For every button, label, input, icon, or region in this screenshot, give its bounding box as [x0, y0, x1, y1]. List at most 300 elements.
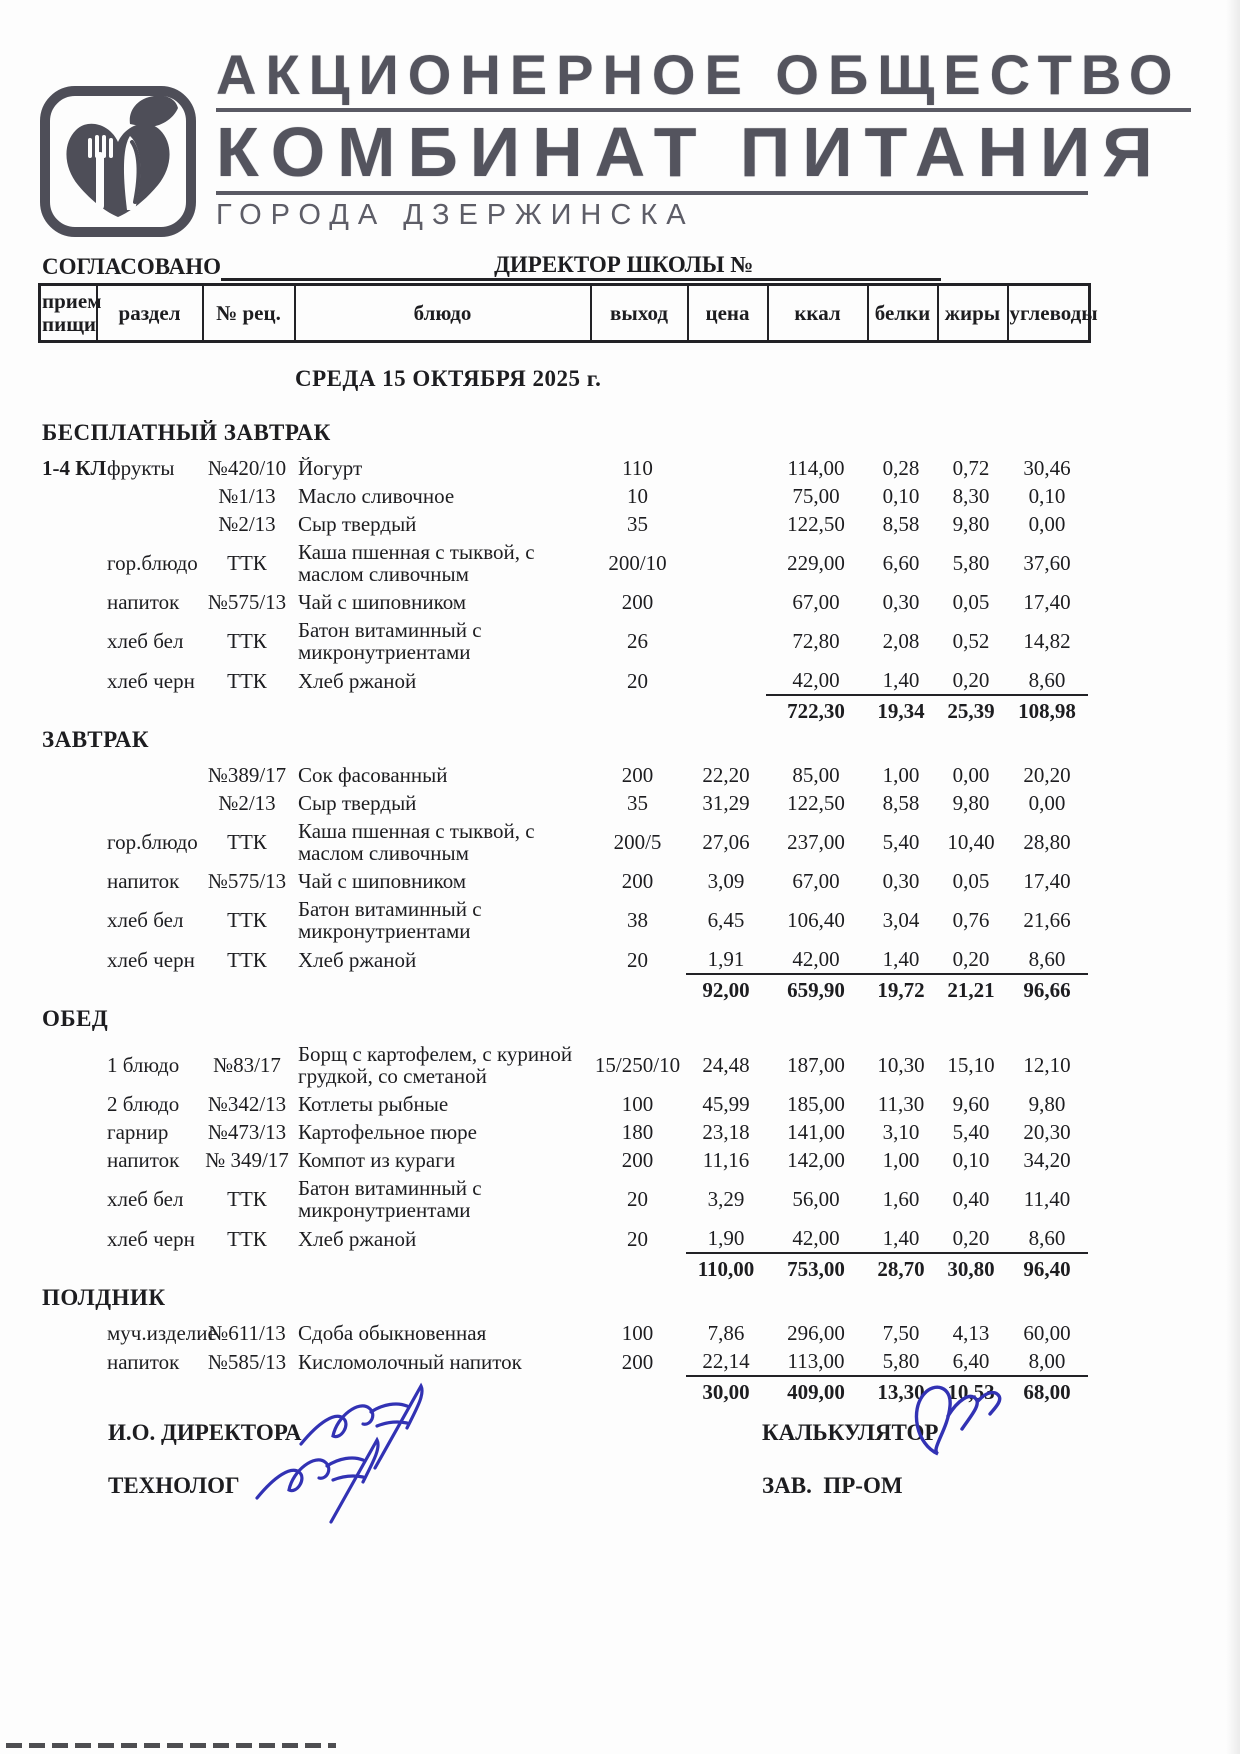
cell-rec: №1/13	[218, 484, 276, 508]
total-cell-dish	[293, 695, 589, 725]
cell-rec: ТТК	[227, 908, 267, 932]
cell-razdel	[95, 761, 201, 789]
cell-price: 22,20	[702, 763, 750, 787]
cell-kcal: 106,40	[787, 908, 845, 932]
cell-prot: 8,58	[882, 791, 920, 815]
cell-fat: 9,80	[952, 791, 990, 815]
cell-kcal: 56,00	[792, 1187, 840, 1211]
section-table	[38, 454, 1088, 725]
menu-section	[0, 727, 1240, 1004]
menu-row	[38, 538, 1088, 588]
cell-dish: Каша пшенная с тыквой, с маслом сливочным	[298, 540, 535, 586]
cell-dish: Йогурт	[298, 456, 363, 480]
cell-carb: 21,66	[1023, 908, 1071, 932]
cell-carb: 37,60	[1023, 551, 1071, 575]
scan-edge-artifact	[6, 1743, 336, 1748]
cell-price	[686, 510, 766, 538]
menu-section	[0, 1006, 1240, 1283]
cell-out: 20	[627, 1226, 648, 1251]
cell-carb: 17,40	[1023, 869, 1071, 893]
menu-row	[38, 867, 1088, 895]
cell-out: 35	[627, 791, 648, 815]
cell-razdel: напиток	[107, 869, 180, 893]
cell-kcal: 142,00	[787, 1148, 845, 1172]
cell-out: 200	[621, 869, 654, 893]
menu-row	[38, 761, 1088, 789]
total-cell-carb: 96,66	[1006, 974, 1088, 1004]
cell-rec: №2/13	[218, 512, 276, 536]
signature-blank-line	[221, 251, 494, 281]
menu-row	[38, 895, 1088, 945]
menu-content	[0, 352, 1240, 1408]
cell-rec: ТТК	[227, 629, 267, 653]
menu-row	[38, 1090, 1088, 1118]
cell-carb: 11,40	[1023, 1187, 1071, 1211]
cell-kcal: 85,00	[792, 763, 840, 787]
menu-sections	[0, 420, 1240, 1406]
cell-meal	[38, 1090, 95, 1118]
cell-rec: ТТК	[227, 551, 267, 575]
cell-carb: 9,80	[1028, 1092, 1066, 1116]
cell-price: 45,99	[702, 1092, 750, 1116]
approval-line	[42, 250, 1202, 281]
cell-fat: 0,05	[952, 869, 990, 893]
total-cell-razdel	[95, 1376, 201, 1406]
cell-meal	[38, 1118, 95, 1146]
cell-dish: Котлеты рыбные	[298, 1092, 449, 1116]
cell-out: 200/10	[608, 551, 667, 575]
cell-rec: ТТК	[227, 1226, 267, 1251]
cell-carb: 17,40	[1023, 590, 1071, 614]
total-cell-kcal: 753,00	[766, 1253, 866, 1283]
cell-dish: Батон витаминный с микронутриентами	[298, 897, 482, 943]
company-city-line: ГОРОДА ДЗЕРЖИНСКА	[216, 199, 695, 231]
total-cell-prot: 28,70	[866, 1253, 936, 1283]
cell-rec: №389/17	[207, 763, 287, 787]
cell-out: 38	[627, 908, 648, 932]
cell-prot: 1,40	[882, 1226, 920, 1250]
menu-row	[38, 454, 1088, 482]
cell-meal	[38, 1146, 95, 1174]
section-table	[38, 1040, 1088, 1283]
cell-carb: 8,60	[1028, 947, 1066, 971]
cell-meal	[38, 945, 95, 974]
col-header-carbs: углеводы	[1008, 285, 1090, 342]
calculator-signature	[908, 1382, 1003, 1477]
cell-dish: Чай с шиповником	[298, 869, 467, 893]
cell-dish: Масло сливочное	[298, 484, 455, 508]
cell-price: 11,16	[702, 1148, 750, 1172]
cell-prot: 1,00	[882, 763, 920, 787]
calculator-label: КАЛЬКУЛЯТОР	[762, 1420, 939, 1445]
cell-dish: Каша пшенная с тыквой, с маслом сливочным	[298, 819, 535, 865]
cell-out: 200/5	[613, 830, 662, 854]
company-logo-apple-fork-knife-icon	[38, 84, 198, 239]
cell-meal	[38, 789, 95, 817]
cell-razdel: хлеб бел	[107, 629, 184, 653]
cell-carb: 0,00	[1028, 512, 1066, 536]
cell-fat: 9,60	[952, 1092, 990, 1116]
cell-fat: 0,00	[952, 763, 990, 787]
menu-row	[38, 817, 1088, 867]
menu-row	[38, 616, 1088, 666]
cell-razdel: 1 блюдо	[107, 1053, 180, 1077]
total-cell-rec	[201, 695, 293, 725]
total-cell-out	[589, 1253, 686, 1283]
cell-fat: 0,76	[952, 908, 990, 932]
cell-fat: 5,40	[952, 1120, 990, 1144]
cell-fat: 0,52	[952, 629, 990, 653]
cell-dish: Кисломолочный напиток	[298, 1349, 522, 1374]
cell-out: 20	[627, 668, 648, 693]
menu-row	[38, 1224, 1088, 1253]
cell-out: 20	[627, 947, 648, 972]
production-manager-label: ЗАВ. ПР-ОМ	[762, 1473, 903, 1498]
cell-rec: ТТК	[227, 947, 267, 972]
cell-razdel	[95, 789, 201, 817]
cell-dish: Хлеб ржаной	[298, 668, 417, 693]
total-cell-price: 110,00	[686, 1253, 766, 1283]
total-cell-fat: 25,39	[936, 695, 1006, 725]
cell-rec: №420/10	[207, 456, 287, 480]
menu-section	[0, 420, 1240, 725]
cell-razdel: муч.изделие	[107, 1321, 217, 1345]
cell-prot: 1,40	[882, 947, 920, 971]
total-cell-fat: 10,53	[936, 1376, 1006, 1406]
cell-razdel: хлеб черн	[107, 668, 195, 693]
cell-prot: 1,60	[882, 1187, 920, 1211]
cell-carb: 12,10	[1023, 1053, 1071, 1077]
cell-meal	[38, 588, 95, 616]
letterhead-rule-top	[216, 108, 1191, 112]
cell-rec: №575/13	[207, 590, 287, 614]
total-cell-out	[589, 1376, 686, 1406]
total-cell-prot: 19,72	[866, 974, 936, 1004]
cell-out: 200	[621, 590, 654, 614]
cell-meal	[38, 616, 95, 666]
cell-razdel: хлеб бел	[107, 1187, 184, 1211]
col-header-meal: прием пищи	[40, 285, 97, 342]
cell-fat: 0,72	[952, 456, 990, 480]
cell-carb: 14,82	[1023, 629, 1071, 653]
section-title: ОБЕД	[42, 1006, 109, 1031]
cell-kcal: 67,00	[792, 869, 840, 893]
cell-rec: №2/13	[218, 791, 276, 815]
cell-rec: ТТК	[227, 1187, 267, 1211]
cell-price: 31,29	[702, 791, 750, 815]
cell-meal	[38, 510, 95, 538]
cell-razdel: напиток	[107, 1148, 180, 1172]
cell-prot: 8,58	[882, 512, 920, 536]
cell-razdel: напиток	[107, 590, 180, 614]
cell-kcal: 42,00	[792, 947, 840, 971]
cell-fat: 0,10	[952, 1148, 990, 1172]
cell-kcal: 72,80	[792, 629, 840, 653]
section-title: БЕСПЛАТНЫЙ ЗАВТРАК	[42, 420, 331, 445]
menu-row	[38, 1319, 1088, 1347]
cell-meal	[38, 666, 95, 695]
total-cell-out	[589, 974, 686, 1004]
cell-fat: 4,13	[952, 1321, 990, 1345]
cell-rec: № 349/17	[205, 1148, 289, 1172]
school-number-blank-line	[753, 251, 941, 281]
cell-dish: Сыр твердый	[298, 791, 417, 815]
cell-rec: №575/13	[207, 869, 287, 893]
cell-prot: 3,10	[882, 1120, 920, 1144]
total-cell-razdel	[95, 695, 201, 725]
cell-out: 100	[621, 1321, 654, 1345]
company-type-line: АКЦИОНЕРНОЕ ОБЩЕСТВО	[216, 43, 1182, 106]
cell-price	[686, 538, 766, 588]
cell-meal	[38, 538, 95, 588]
menu-row	[38, 510, 1088, 538]
cell-out: 10	[627, 484, 648, 508]
cell-prot: 5,40	[882, 830, 920, 854]
menu-table-header	[38, 283, 1098, 343]
letterhead-rule-bottom	[216, 191, 1088, 195]
cell-out: 35	[627, 512, 648, 536]
cell-out: 110	[622, 456, 653, 480]
total-cell-price	[686, 695, 766, 725]
cell-prot: 0,30	[882, 590, 920, 614]
cell-price: 7,86	[707, 1321, 745, 1345]
total-cell-rec	[201, 974, 293, 1004]
cell-meal	[38, 482, 95, 510]
cell-meal	[38, 895, 95, 945]
cell-dish: Картофельное пюре	[298, 1120, 477, 1144]
cell-kcal: 67,00	[792, 590, 840, 614]
cell-dish: Сыр твердый	[298, 512, 417, 536]
cell-meal: 1-4 КЛ	[42, 456, 107, 480]
total-cell-prot: 19,34	[866, 695, 936, 725]
cell-kcal: 113,00	[787, 1349, 845, 1373]
cell-out: 100	[621, 1092, 654, 1116]
cell-razdel: хлеб черн	[107, 1226, 195, 1251]
cell-meal	[38, 867, 95, 895]
menu-row	[38, 482, 1088, 510]
cell-carb: 0,00	[1028, 791, 1066, 815]
cell-prot: 10,30	[877, 1053, 925, 1077]
cell-dish: Компот из кураги	[298, 1148, 456, 1172]
cell-meal	[38, 761, 95, 789]
section-total-row	[38, 695, 1088, 725]
approved-label: СОГЛАСОВАНО	[42, 254, 222, 279]
cell-carb: 8,00	[1028, 1349, 1066, 1373]
cell-dish: Сдоба обыкновенная	[298, 1321, 487, 1345]
menu-row	[38, 1347, 1088, 1376]
cell-prot: 2,08	[882, 629, 920, 653]
cell-out: 15/250/10	[594, 1053, 681, 1077]
cell-price: 1,91	[707, 947, 745, 971]
cell-dish: Борщ с картофелем, с куриной грудкой, со сметаной	[298, 1042, 573, 1088]
cell-razdel: хлеб черн	[107, 947, 195, 972]
cell-carb: 30,46	[1023, 456, 1071, 480]
total-cell-meal	[38, 1253, 95, 1283]
cell-fat: 15,10	[947, 1053, 995, 1077]
cell-rec: №585/13	[207, 1349, 287, 1374]
total-cell-razdel	[95, 1253, 201, 1283]
col-header-kcal: ккал	[768, 285, 868, 342]
cell-razdel: хлеб бел	[107, 908, 184, 932]
cell-meal	[38, 1174, 95, 1224]
col-header-fat: жиры	[938, 285, 1008, 342]
cell-razdel	[95, 482, 201, 510]
total-cell-dish	[293, 974, 589, 1004]
school-director-label: ДИРЕКТОР ШКОЛЫ №	[494, 251, 753, 281]
cell-prot: 11,30	[877, 1092, 925, 1116]
total-cell-price: 92,00	[686, 974, 766, 1004]
cell-meal	[38, 1224, 95, 1253]
total-cell-prot: 13,30	[866, 1376, 936, 1406]
cell-kcal: 75,00	[792, 484, 840, 508]
technologist-label: ТЕХНОЛОГ	[108, 1473, 240, 1498]
cell-prot: 6,60	[882, 551, 920, 575]
cell-fat: 0,40	[952, 1187, 990, 1211]
menu-row	[38, 789, 1088, 817]
cell-price: 27,06	[702, 830, 750, 854]
total-cell-dish	[293, 1253, 589, 1283]
menu-row	[38, 1146, 1088, 1174]
cell-kcal: 114,00	[787, 456, 845, 480]
cell-kcal: 42,00	[792, 1226, 840, 1250]
total-cell-kcal: 722,30	[766, 695, 866, 725]
section-total-row	[38, 974, 1088, 1004]
total-cell-meal	[38, 695, 95, 725]
cell-rec: №473/13	[207, 1120, 287, 1144]
cell-fat: 9,80	[952, 512, 990, 536]
section-total-row	[38, 1253, 1088, 1283]
cell-razdel: напиток	[107, 1349, 180, 1374]
col-header-dish: блюдо	[295, 285, 591, 342]
cell-price: 22,14	[702, 1349, 750, 1373]
menu-row	[38, 666, 1088, 695]
cell-carb: 28,80	[1023, 830, 1071, 854]
cell-fat: 6,40	[952, 1349, 990, 1373]
total-cell-fat: 30,80	[936, 1253, 1006, 1283]
cell-rec: ТТК	[227, 830, 267, 854]
cell-price	[686, 616, 766, 666]
cell-dish: Хлеб ржаной	[298, 947, 417, 972]
cell-razdel: гор.блюдо	[107, 830, 198, 854]
cell-out: 20	[627, 1187, 648, 1211]
total-cell-razdel	[95, 974, 201, 1004]
menu-row	[38, 588, 1088, 616]
cell-meal	[38, 817, 95, 867]
cell-razdel: гор.блюдо	[107, 551, 198, 575]
cell-dish: Сок фасованный	[298, 763, 448, 787]
total-cell-out	[589, 695, 686, 725]
section-title: ЗАВТРАК	[42, 727, 150, 752]
cell-fat: 10,40	[947, 830, 995, 854]
cell-carb: 8,60	[1028, 1226, 1066, 1250]
cell-carb: 34,20	[1023, 1148, 1071, 1172]
menu-row	[38, 1040, 1088, 1090]
col-header-price: цена	[688, 285, 768, 342]
cell-prot: 3,04	[882, 908, 920, 932]
cell-kcal: 141,00	[787, 1120, 845, 1144]
cell-out: 200	[621, 1349, 654, 1374]
total-cell-meal	[38, 974, 95, 1004]
cell-dish: Батон витаминный с микронутриентами	[298, 618, 482, 664]
col-header-output: выход	[591, 285, 688, 342]
cell-rec: №611/13	[208, 1321, 286, 1345]
cell-fat: 0,20	[952, 947, 990, 971]
cell-prot: 1,40	[882, 668, 920, 692]
cell-price: 6,45	[707, 908, 745, 932]
cell-kcal: 237,00	[787, 830, 845, 854]
cell-prot: 0,30	[882, 869, 920, 893]
cell-prot: 0,28	[882, 456, 920, 480]
total-cell-rec	[201, 1253, 293, 1283]
cell-kcal: 122,50	[787, 791, 845, 815]
cell-price: 23,18	[702, 1120, 750, 1144]
cell-kcal: 122,50	[787, 512, 845, 536]
cell-prot: 7,50	[882, 1321, 920, 1345]
cell-price: 3,29	[707, 1187, 745, 1211]
cell-price	[686, 588, 766, 616]
cell-carb: 20,30	[1023, 1120, 1071, 1144]
menu-row	[38, 1118, 1088, 1146]
cell-rec: №83/17	[213, 1053, 281, 1077]
director-and-technologist-signature	[255, 1378, 485, 1528]
acting-director-label: И.О. ДИРЕКТОРА	[108, 1420, 302, 1445]
letterhead	[216, 44, 1201, 232]
cell-dish: Батон витаминный с микронутриентами	[298, 1176, 482, 1222]
cell-carb: 8,60	[1028, 668, 1066, 692]
total-cell-carb: 108,98	[1006, 695, 1088, 725]
cell-razdel	[95, 510, 201, 538]
total-cell-kcal: 659,90	[766, 974, 866, 1004]
cell-kcal: 187,00	[787, 1053, 845, 1077]
cell-carb: 0,10	[1028, 484, 1066, 508]
total-cell-price: 30,00	[686, 1376, 766, 1406]
cell-razdel: 2 блюдо	[107, 1092, 180, 1116]
cell-carb: 20,20	[1023, 763, 1071, 787]
section-table	[38, 761, 1088, 1004]
cell-kcal: 42,00	[792, 668, 840, 692]
col-header-protein: белки	[868, 285, 938, 342]
cell-fat: 0,05	[952, 590, 990, 614]
total-cell-fat: 21,21	[936, 974, 1006, 1004]
cell-fat: 8,30	[952, 484, 990, 508]
cell-out: 200	[621, 763, 654, 787]
cell-rec: ТТК	[227, 668, 267, 693]
cell-fat: 5,80	[952, 551, 990, 575]
menu-row	[38, 945, 1088, 974]
cell-meal	[38, 1347, 95, 1376]
cell-meal	[38, 1040, 95, 1090]
cell-razdel: фрукты	[107, 456, 175, 480]
cell-price: 24,48	[702, 1053, 750, 1077]
menu-date: СРЕДА 15 ОКТЯБРЯ 2025 г.	[295, 366, 602, 391]
cell-out: 180	[621, 1120, 654, 1144]
menu-row	[38, 1174, 1088, 1224]
cell-dish: Хлеб ржаной	[298, 1226, 417, 1251]
cell-fat: 0,20	[952, 1226, 990, 1250]
cell-price	[686, 482, 766, 510]
cell-meal	[38, 1319, 95, 1347]
cell-kcal: 296,00	[787, 1321, 845, 1345]
cell-fat: 0,20	[952, 668, 990, 692]
total-cell-meal	[38, 1376, 95, 1406]
cell-out: 26	[627, 629, 648, 653]
cell-dish: Чай с шиповником	[298, 590, 467, 614]
cell-kcal: 185,00	[787, 1092, 845, 1116]
section-title: ПОЛДНИК	[42, 1285, 166, 1310]
cell-price: 3,09	[707, 869, 745, 893]
cell-razdel: гарнир	[107, 1120, 169, 1144]
cell-prot: 5,80	[882, 1349, 920, 1373]
